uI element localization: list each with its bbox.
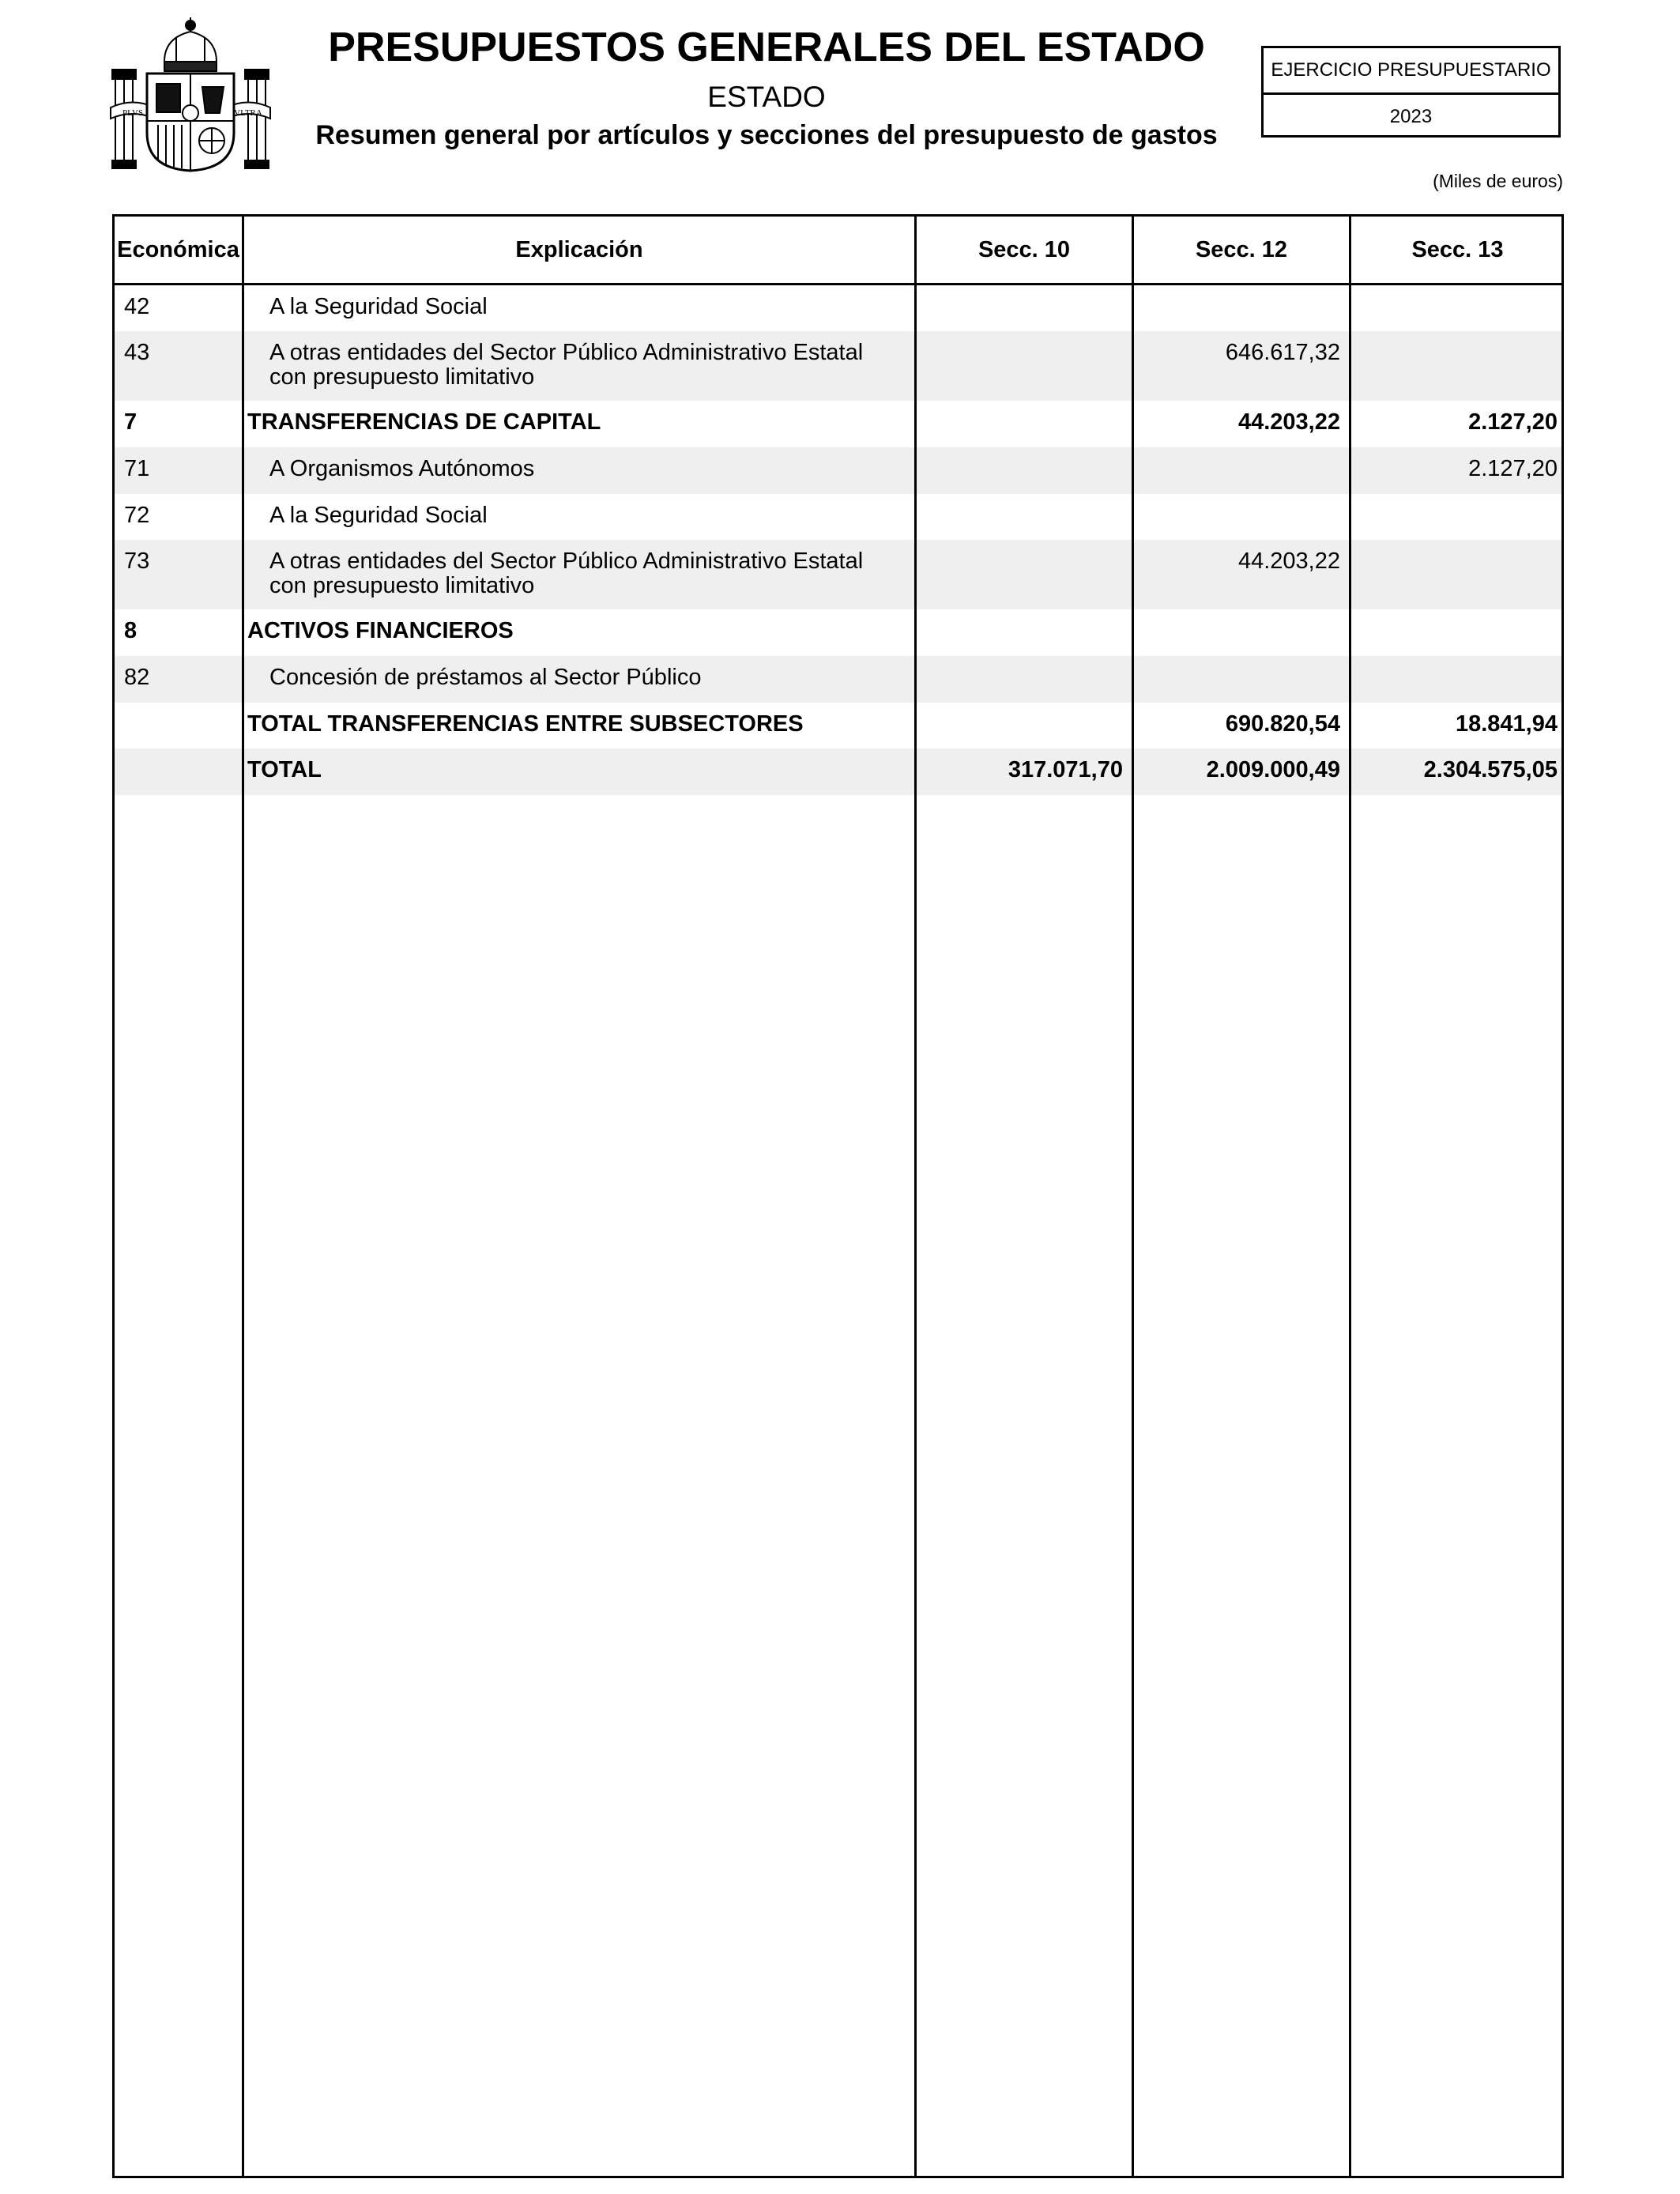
row-secc-12-value: 2.009.000,49 (1206, 757, 1340, 782)
row-description: ACTIVOS FINANCIEROS (247, 618, 514, 643)
row-secc-13-value: 2.127,20 (1468, 409, 1558, 435)
header-divider (115, 283, 1561, 285)
crest-motto-left: PLVS (122, 108, 143, 118)
table-row (115, 609, 1561, 656)
table-row (115, 285, 1561, 331)
coat-of-arms-icon (109, 14, 272, 172)
column-divider (914, 217, 917, 2176)
row-secc-10-value: 317.071,70 (1008, 757, 1123, 782)
row-description: TRANSFERENCIAS DE CAPITAL (247, 409, 601, 435)
table-row (115, 401, 1561, 447)
table-row (115, 703, 1561, 748)
budget-table (112, 214, 1564, 2178)
row-code: 7 (124, 409, 137, 435)
row-description-line1: A otras entidades del Sector Público Administrativo Estatal (269, 340, 864, 365)
table-row (115, 540, 1561, 609)
row-code: 42 (124, 294, 150, 319)
row-description-line2: con presupuesto limitativo (269, 573, 535, 598)
row-code: 72 (124, 503, 150, 528)
crest-motto-right: VLTRA (234, 108, 262, 118)
row-description (269, 331, 925, 390)
row-code: 73 (124, 548, 150, 574)
column-header-explicacion: Explicación (515, 237, 643, 262)
table-row (115, 447, 1561, 494)
exercise-label: EJERCICIO PRESUPUESTARIO (1264, 48, 1558, 95)
column-header-economica: Económica (117, 237, 239, 262)
exercise-box (1261, 46, 1561, 138)
row-code: 43 (124, 340, 150, 365)
row-description: TOTAL TRANSFERENCIAS ENTRE SUBSECTORES (247, 711, 804, 737)
row-code: 82 (124, 665, 150, 690)
row-description-line2: con presupuesto limitativo (269, 364, 535, 390)
page-description: Resumen general por artículos y secciones del presupuesto de gastos (315, 120, 1218, 150)
table-row (115, 656, 1561, 703)
row-secc-12-value: 690.820,54 (1225, 711, 1340, 737)
row-secc-12-value: 646.617,32 (1225, 340, 1340, 365)
row-secc-12-value: 44.203,22 (1237, 548, 1340, 574)
row-description: Concesión de préstamos al Sector Público (269, 665, 702, 690)
row-description: A la Seguridad Social (269, 503, 488, 528)
row-code: 71 (124, 456, 150, 481)
row-secc-12-value: 44.203,22 (1237, 409, 1340, 435)
units-note: (Miles de euros) (1433, 171, 1563, 191)
table-row (115, 331, 1561, 401)
row-description-line1: A otras entidades del Sector Público Administrativo Estatal (269, 548, 864, 574)
column-divider (1132, 217, 1134, 2176)
column-header-secc-12: Secc. 12 (1195, 237, 1288, 262)
table-row (115, 494, 1561, 540)
table-row-total (115, 748, 1561, 795)
row-secc-13-value: 18.841,94 (1455, 711, 1558, 737)
exercise-year: 2023 (1389, 106, 1433, 127)
column-divider (1349, 217, 1351, 2176)
page-subtitle: ESTADO (707, 81, 826, 113)
column-header-secc-10: Secc. 10 (977, 237, 1071, 262)
row-description: A la Seguridad Social (269, 294, 488, 319)
column-divider (242, 217, 244, 2176)
row-description (269, 540, 925, 598)
row-description: TOTAL (247, 757, 322, 782)
row-code: 8 (124, 618, 137, 643)
page-title: PRESUPUESTOS GENERALES DEL ESTADO (328, 25, 1205, 70)
row-secc-13-value: 2.304.575,05 (1423, 757, 1558, 782)
column-header-secc-13: Secc. 13 (1411, 237, 1504, 262)
row-secc-13-value: 2.127,20 (1468, 456, 1558, 481)
row-description: A Organismos Autónomos (269, 456, 535, 481)
